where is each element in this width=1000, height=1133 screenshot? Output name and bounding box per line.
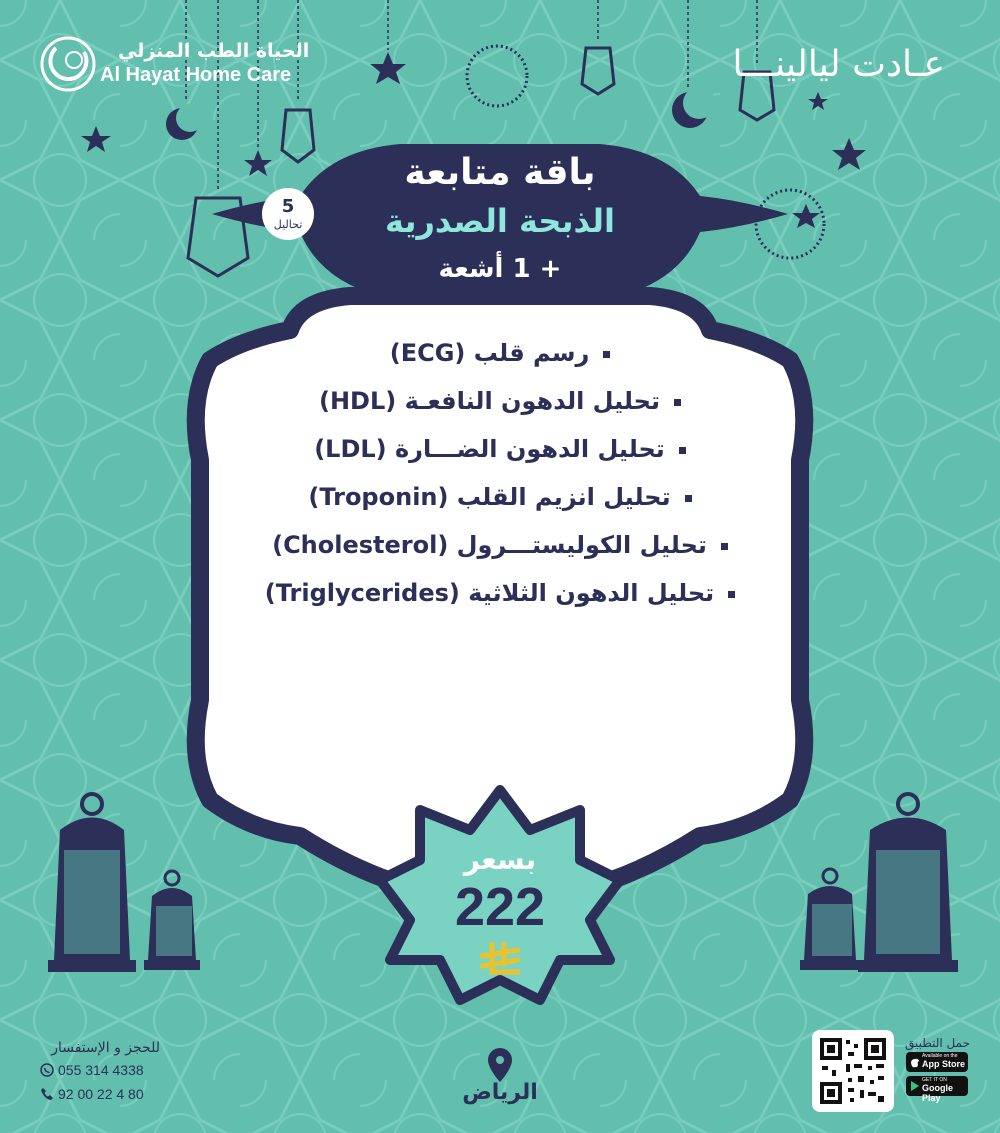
phone-number[interactable]: 92 00 22 4 80 xyxy=(40,1086,144,1102)
price-value: 222 xyxy=(454,877,546,937)
qr-code[interactable] xyxy=(812,1030,894,1112)
app-download-title: حمل التطبيق xyxy=(905,1036,970,1050)
bullet-icon xyxy=(721,543,728,550)
whatsapp-number[interactable]: 055 314 4338 xyxy=(40,1062,144,1078)
contact-title: للحجز و الإستفسار xyxy=(51,1040,160,1056)
package-extra: + 1 أشعة xyxy=(438,254,562,284)
package-subtitle: الذبحة الصدرية xyxy=(385,202,615,240)
app-store-button[interactable]: Available on the App Store xyxy=(906,1052,968,1072)
riyal-symbol-icon xyxy=(478,942,522,978)
badge-count: 5 xyxy=(281,196,295,217)
bullet-icon xyxy=(685,495,692,502)
list-item: تحليل الدهون الضـــارة (LDL) xyxy=(190,426,810,474)
phone-icon xyxy=(40,1087,54,1101)
brand-name-arabic: الحياة الطب المنزلي xyxy=(118,40,310,62)
campaign-logo: عـادت ليالينـــا xyxy=(732,44,945,85)
bullet-icon xyxy=(674,399,681,406)
list-item: تحليل الدهون النافعـة (HDL) xyxy=(190,378,810,426)
google-play-icon xyxy=(910,1080,920,1092)
bullet-icon xyxy=(728,591,735,598)
badge-label: تحاليل xyxy=(273,218,303,231)
location-city: الرياض xyxy=(462,1080,538,1105)
tests-list xyxy=(190,330,810,618)
apple-icon xyxy=(910,1056,920,1068)
list-item: تحليل انزيم القلب (Troponin) xyxy=(190,474,810,522)
price-label: بسعر xyxy=(463,843,537,876)
list-item: تحليل الدهون الثلاثية (Triglycerides) xyxy=(190,570,810,618)
brand-name-english: Al Hayat Home Care xyxy=(100,64,292,86)
list-item: رسم قلب (ECG) xyxy=(190,330,810,378)
bullet-icon xyxy=(679,447,686,454)
package-title: باقة متابعة xyxy=(404,152,596,193)
bullet-icon xyxy=(603,351,610,358)
whatsapp-icon xyxy=(40,1063,54,1077)
qr-code-icon xyxy=(812,1030,894,1112)
list-item: تحليل الكوليستـــرول (Cholesterol) xyxy=(190,522,810,570)
google-play-button[interactable]: GET IT ON Google Play xyxy=(906,1076,968,1096)
